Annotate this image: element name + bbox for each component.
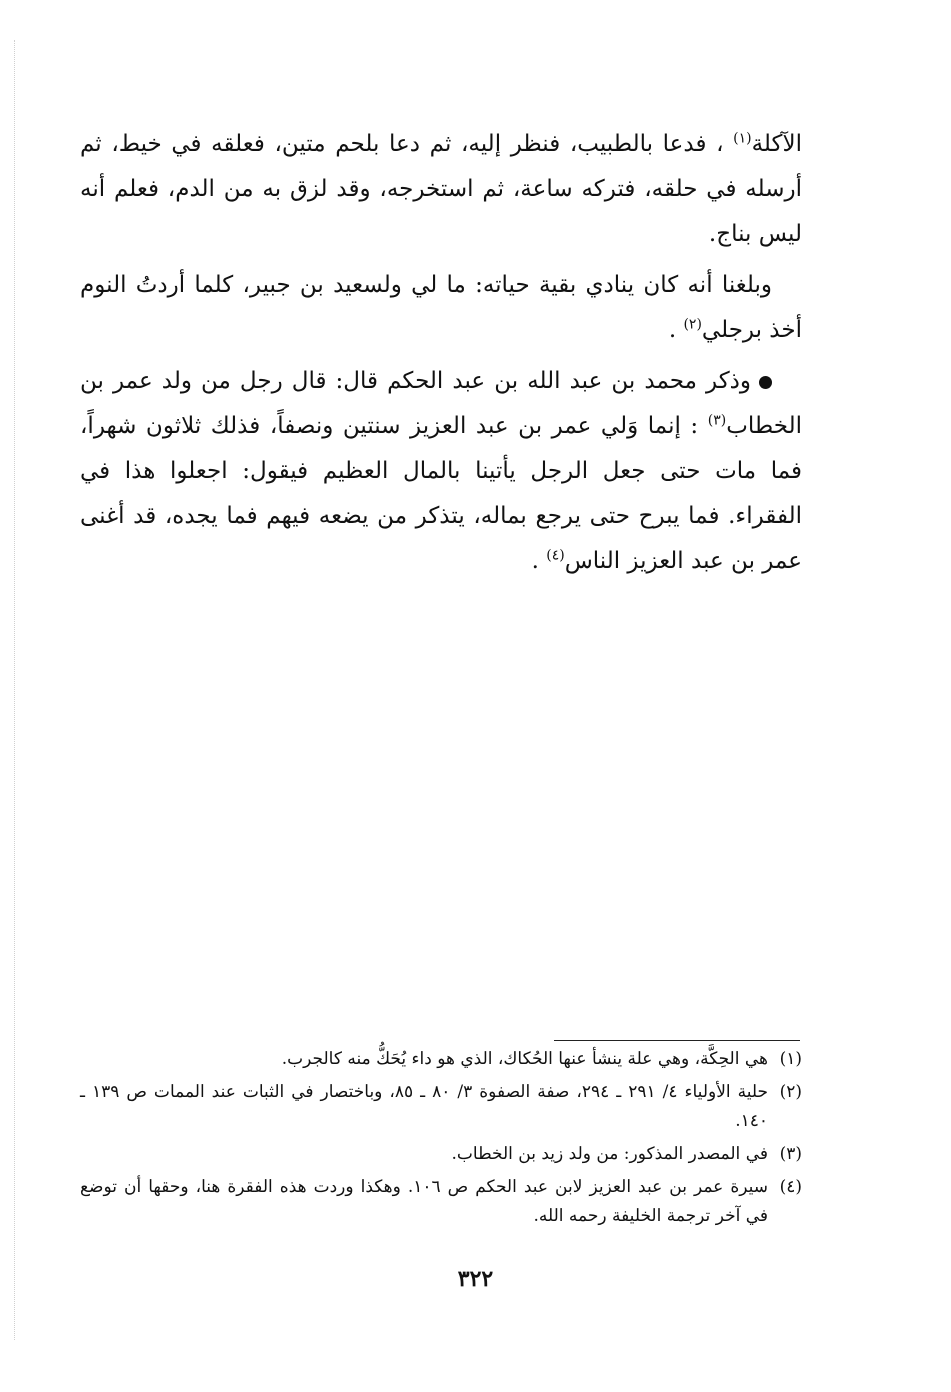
footnotes	[80, 1045, 802, 1235]
paragraph-3-part-2: : إنما وَلي عمر بن عبد العزيز سنتين ونصفاً، فذلك ثلاثون شهراً، فما مات حتى جعل الرجل يأتينا بالمال العظيم فيقول: اجعلوا هذا في الفقراء. فما يبرح حتى يرجع بماله، يتذكر من يضعه فيهم فما يجده، قد أغنى عمر بن عبد العزيز الناس	[80, 413, 802, 574]
paragraph-1-start: الآكلة	[751, 131, 802, 157]
footnote-separator	[554, 1040, 800, 1041]
footnote-text: سيرة عمر بن عبد العزيز لابن عبد الحكم ص ١٠٦. وهكذا وردت هذه الفقرة هنا، وحقها أن توضع في آخر ترجمة الخليفة رحمه الله.	[80, 1177, 768, 1226]
footnote-text: في المصدر المذكور: من ولد زيد بن الخطاب.	[451, 1144, 768, 1164]
footnote-number: (٤)	[779, 1177, 802, 1197]
footnote-item	[80, 1078, 802, 1136]
footnote-ref-3: (٣)	[707, 412, 727, 429]
paragraph-3	[80, 359, 802, 584]
footnote-number: (١)	[779, 1049, 802, 1069]
footnote-ref-4: (٤)	[546, 547, 565, 564]
footnote-ref-1: (١)	[733, 130, 752, 147]
footnote-number: (٣)	[779, 1144, 802, 1164]
paragraph-1-rest: ، فدعا بالطبيب، فنظر إليه، ثم دعا بلحم متين، فعلقه في خيط، ثم أرسله في حلقه، فتركه ساعة، ثم استخرجه، وقد لزق به من الدم، فعلم أنه ليس بناج.	[80, 131, 802, 247]
paragraph-3-part-1: وذكر محمد بن عبد الله بن عبد الحكم قال: قال رجل من ولد عمر بن الخطاب	[80, 368, 802, 439]
paragraph-1	[80, 122, 802, 257]
footnote-item	[80, 1140, 802, 1169]
footnote-text: حلية الأولياء ٤/ ٢٩١ ـ ٢٩٤، صفة الصفوة ٣/ ٨٠ ـ ٨٥، وباختصار في الثبات عند الممات ص ١٣٩ ـ ١٤٠.	[80, 1082, 769, 1131]
bullet-icon	[759, 376, 772, 389]
paragraph-2-end: .	[668, 317, 684, 343]
footnote-item	[80, 1173, 802, 1231]
footnote-ref-2: (٢)	[683, 316, 702, 333]
paragraph-2	[80, 263, 802, 353]
scan-edge-line	[14, 40, 15, 1340]
footnote-number: (٢)	[779, 1082, 802, 1102]
paragraph-3-end: .	[531, 548, 547, 574]
footnote-text: هي الحِكَّة، وهي علة ينشأ عنها الحُكاك، الذي هو داء يُحَكُّ منه كالجرب.	[281, 1049, 768, 1069]
main-text	[80, 122, 802, 584]
page-number: ٣٢٢	[457, 1266, 494, 1292]
footnote-item	[80, 1045, 802, 1074]
paragraph-2-text: وبلغنا أنه كان ينادي بقية حياته: ما لي ولسعيد بن جبير، كلما أردتُ النوم أخذ برجلي	[80, 272, 802, 343]
